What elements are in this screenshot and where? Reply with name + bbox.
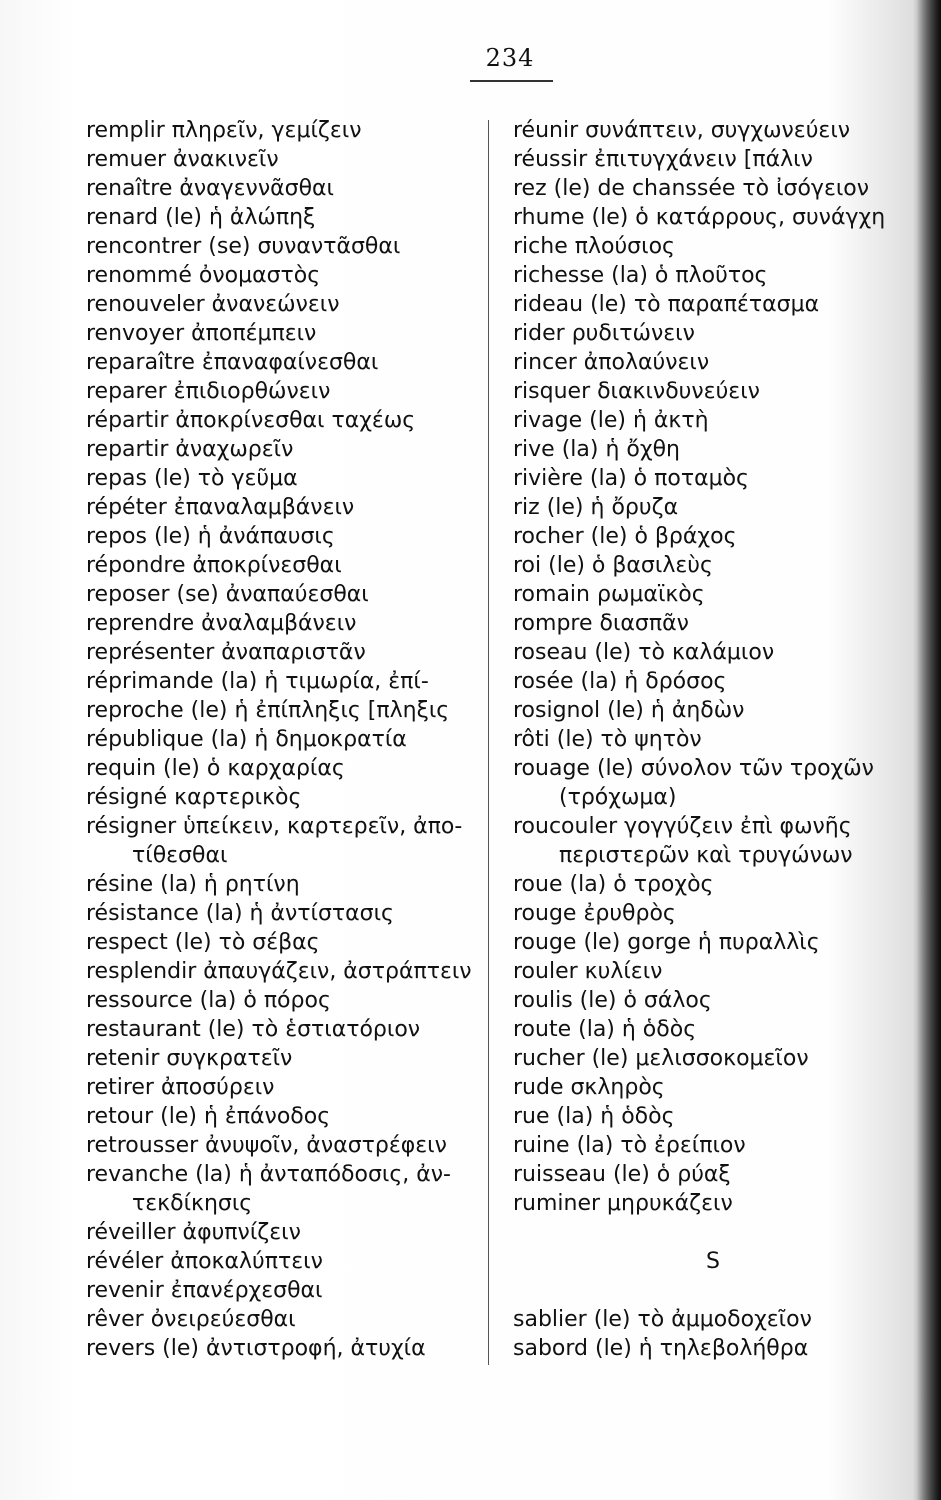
dictionary-entry <box>86 638 484 667</box>
dictionary-entry <box>513 812 923 841</box>
entry-text: reprendre ἀναλαμβάνειν <box>86 611 357 636</box>
dictionary-entry <box>86 667 484 696</box>
dictionary-entry <box>513 261 923 290</box>
dictionary-entry <box>513 174 923 203</box>
section-letter-heading: S <box>706 1249 720 1274</box>
entry-text: rez (le) de chanssée τὸ ἰσόγειον <box>513 176 870 201</box>
dictionary-entry <box>86 261 484 290</box>
entry-text: reparer ἐπιδιορθώνειν <box>86 379 331 404</box>
dictionary-entry <box>513 1102 923 1131</box>
entry-text: remplir πληρεῖν, γεμίζειν <box>86 118 362 143</box>
dictionary-entry <box>86 1015 484 1044</box>
entry-text: ruine (la) τὸ ἐρείπιον <box>513 1133 746 1158</box>
entry-text: rue (la) ἡ ὁδὸς <box>513 1104 675 1129</box>
dictionary-entry <box>86 1160 484 1189</box>
entry-text: respect (le) τὸ σέβας <box>86 930 320 955</box>
entry-text: rucher (le) μελισσοκομεῖον <box>513 1046 809 1071</box>
dictionary-entry <box>86 232 484 261</box>
dictionary-entry <box>513 406 923 435</box>
entry-text: roulis (le) ὁ σάλος <box>513 988 712 1013</box>
entry-text: retenir συγκρατεῖν <box>86 1046 293 1071</box>
dictionary-entry <box>513 116 923 145</box>
entry-text: rouge (le) gorge ἡ πυραλλὶς <box>513 930 820 955</box>
entry-continuation <box>86 841 484 870</box>
entry-text: rivière (la) ὁ ποταμὸς <box>513 466 749 491</box>
entry-text: rive (la) ἡ ὄχθη <box>513 437 680 462</box>
entry-text: rouler κυλίειν <box>513 959 663 984</box>
dictionary-entry <box>86 957 484 986</box>
entry-text: retour (le) ἡ ἐπάνοδος <box>86 1104 331 1129</box>
dictionary-entry <box>513 348 923 377</box>
entry-text: retirer ἀποσύρειν <box>86 1075 275 1100</box>
entry-text: revers (le) ἀντιστροφή, ἀτυχία <box>86 1336 426 1361</box>
dictionary-entry <box>86 348 484 377</box>
entry-text: restaurant (le) τὸ ἑστιατόριον <box>86 1017 421 1042</box>
entry-text: roseau (le) τὸ καλάμιον <box>513 640 775 665</box>
dictionary-entry <box>86 116 484 145</box>
dictionary-entry <box>86 986 484 1015</box>
entry-text: résigner ὑπείκειν, καρτερεῖν, ἀπο- <box>86 814 463 839</box>
entry-continuation <box>513 783 923 812</box>
dictionary-entry <box>513 1131 923 1160</box>
entry-text: répondre ἀποκρίνεσθαι <box>86 553 342 578</box>
entry-text: représenter ἀναπαριστᾶν <box>86 640 366 665</box>
entry-text: repas (le) τὸ γεῦμα <box>86 466 298 491</box>
dictionary-entry <box>86 1276 484 1305</box>
entry-text: revenir ἐπανέρχεσθαι <box>86 1278 323 1303</box>
entry-text: roue (la) ὁ τροχὸς <box>513 872 714 897</box>
entry-text: reparaître ἐπαναφαίνεσθαι <box>86 350 379 375</box>
dictionary-entry <box>86 696 484 725</box>
entry-text: renaître ἀναγεννᾶσθαι <box>86 176 334 201</box>
entry-text: reposer (se) ἀναπαύεσθαι <box>86 582 369 607</box>
entry-text: (τρόχωμα) <box>559 785 677 810</box>
entry-text: rhume (le) ὁ κατάρρους, συνάγχη <box>513 205 886 230</box>
dictionary-entry <box>86 203 484 232</box>
left-column <box>86 116 484 1363</box>
entry-text: roi (le) ὁ βασιλεὺς <box>513 553 713 578</box>
dictionary-entry <box>86 609 484 638</box>
dictionary-entry <box>513 870 923 899</box>
entry-text: rencontrer (se) συναντᾶσθαι <box>86 234 401 259</box>
entry-text: repos (le) ἡ ἀνάπαυσις <box>86 524 335 549</box>
entry-text: répéter ἐπαναλαμβάνειν <box>86 495 355 520</box>
entry-text: renvoyer ἀποπέμπειν <box>86 321 317 346</box>
entry-text: riz (le) ἡ ὄρυζα <box>513 495 679 520</box>
entry-text: renard (le) ἡ ἀλώπηξ <box>86 205 316 230</box>
dictionary-entry <box>513 725 923 754</box>
entry-text: rosignol (le) ἡ ἀηδὼν <box>513 698 745 723</box>
entry-text: romain ρωμαϊκὸς <box>513 582 705 607</box>
dictionary-entry <box>513 522 923 551</box>
dictionary-entry <box>86 754 484 783</box>
entry-text: réveiller ἀφυπνίζειν <box>86 1220 301 1245</box>
entry-text: richesse (la) ὁ πλοῦτος <box>513 263 768 288</box>
dictionary-entry <box>513 290 923 319</box>
dictionary-entry <box>86 435 484 464</box>
dictionary-entry <box>86 783 484 812</box>
dictionary-entry <box>86 1044 484 1073</box>
dictionary-entry <box>513 899 923 928</box>
entry-text: réunir συνάπτειν, συγχωνεύειν <box>513 118 851 143</box>
dictionary-entry <box>86 551 484 580</box>
dictionary-entry <box>513 609 923 638</box>
dictionary-entry <box>86 1334 484 1363</box>
dictionary-entry <box>513 638 923 667</box>
dictionary-entry <box>86 1305 484 1334</box>
dictionary-entry <box>86 406 484 435</box>
entry-text: route (la) ἡ ὁδὸς <box>513 1017 697 1042</box>
entry-text: rêver ὀνειρεύεσθαι <box>86 1307 296 1332</box>
entry-text: rideau (le) τὸ παραπέτασμα <box>513 292 820 317</box>
entry-text: repartir ἀναχωρεῖν <box>86 437 294 462</box>
entry-continuation <box>513 841 923 870</box>
dictionary-entry <box>513 754 923 783</box>
entry-text: requin (le) ὁ καρχαρίας <box>86 756 345 781</box>
dictionary-entry <box>513 493 923 522</box>
entry-text: révéler ἀποκαλύπτειν <box>86 1249 323 1274</box>
dictionary-entry <box>513 464 923 493</box>
entry-text: rocher (le) ὁ βράχος <box>513 524 737 549</box>
dictionary-entry <box>86 725 484 754</box>
entry-text: τίθεσθαι <box>132 843 228 868</box>
entry-text: ruisseau (le) ὁ ρύαξ <box>513 1162 731 1187</box>
dictionary-entry <box>86 899 484 928</box>
dictionary-entry <box>513 145 923 174</box>
dictionary-entry <box>513 377 923 406</box>
dictionary-entry <box>513 580 923 609</box>
entry-continuation <box>86 1189 484 1218</box>
dictionary-entry <box>513 232 923 261</box>
dictionary-entry <box>513 928 923 957</box>
entry-text: résistance (la) ἡ ἀντίστασις <box>86 901 394 926</box>
entry-text: retrousser ἀνυψοῖν, ἀναστρέφειν <box>86 1133 447 1158</box>
entry-text: résine (la) ἡ ρητίνη <box>86 872 300 897</box>
dictionary-entry <box>513 551 923 580</box>
entry-text: ressource (la) ὁ πόρος <box>86 988 331 1013</box>
dictionary-entry <box>86 870 484 899</box>
entry-text: renommé ὀνομαστὸς <box>86 263 321 288</box>
dictionary-entry <box>86 174 484 203</box>
dictionary-entry <box>513 1015 923 1044</box>
dictionary-entry <box>513 1044 923 1073</box>
dictionary-entry <box>86 145 484 174</box>
entry-text: rider ρυδιτώνειν <box>513 321 695 346</box>
entry-text: résigné καρτερικὸς <box>86 785 302 810</box>
dictionary-entry <box>86 319 484 348</box>
dictionary-entry <box>86 1131 484 1160</box>
entry-text: rompre διασπᾶν <box>513 611 689 636</box>
dictionary-entry <box>513 667 923 696</box>
entry-text: revanche (la) ἡ ἀνταπόδοσις, ἀν- <box>86 1162 451 1187</box>
entry-text: république (la) ἡ δημοκρατία <box>86 727 407 752</box>
section-s-entries <box>513 1305 923 1363</box>
dictionary-entry <box>86 522 484 551</box>
dictionary-entry <box>86 1102 484 1131</box>
entry-text: renouveler ἀνανεώνειν <box>86 292 340 317</box>
dictionary-entry <box>86 377 484 406</box>
entry-text: rivage (le) ἡ ἀκτὴ <box>513 408 709 433</box>
dictionary-entry <box>513 1189 923 1218</box>
dictionary-entry <box>513 1160 923 1189</box>
section-r-entries <box>513 116 923 1218</box>
dictionary-entry <box>86 580 484 609</box>
entry-text: sablier (le) τὸ ἀμμοδοχεῖον <box>513 1307 812 1332</box>
dictionary-entry <box>513 435 923 464</box>
entry-text: ruminer μηρυκάζειν <box>513 1191 733 1216</box>
dictionary-entry <box>513 1305 923 1334</box>
dictionary-entry <box>86 812 484 841</box>
entry-text: sabord (le) ἡ τηλεβολήθρα <box>513 1336 809 1361</box>
entry-text: remuer ἀνακινεῖν <box>86 147 279 172</box>
entry-text: réprimande (la) ἡ τιμωρία, ἐπί- <box>86 669 429 694</box>
entry-text: περιστερῶν καὶ τρυγώνων <box>559 843 853 868</box>
page-number: 234 <box>485 44 535 72</box>
entry-text: riche πλούσιος <box>513 234 675 259</box>
entry-text: reproche (le) ἡ ἐπίπληξις [πληξις <box>86 698 450 723</box>
entry-text: répartir ἀποκρίνεσθαι ταχέως <box>86 408 416 433</box>
dictionary-entry <box>86 290 484 319</box>
dictionary-entry <box>513 696 923 725</box>
entry-text: roucouler γογγύζειν ἐπὶ φωνῆς <box>513 814 852 839</box>
entry-text: rosée (la) ἡ δρόσος <box>513 669 727 694</box>
dictionary-entry <box>86 1218 484 1247</box>
dictionary-entry <box>86 1247 484 1276</box>
page-binding-shadow <box>917 0 941 1500</box>
dictionary-entry <box>86 464 484 493</box>
entry-text: rôti (le) τὸ ψητὸν <box>513 727 702 752</box>
entry-text: resplendir ἀπαυγάζειν, ἀστράπτειν <box>86 959 472 984</box>
entry-text: rouge ἐρυθρὸς <box>513 901 676 926</box>
entry-text: rincer ἀπολαύνειν <box>513 350 710 375</box>
column-divider <box>488 120 489 1365</box>
entry-text: rouage (le) σύνολον τῶν τροχῶν <box>513 756 874 781</box>
entry-text: risquer διακινδυνεύειν <box>513 379 760 404</box>
entry-text: τεκδίκησις <box>132 1191 253 1216</box>
dictionary-entry <box>513 986 923 1015</box>
right-column <box>513 116 923 1363</box>
dictionary-entry <box>513 203 923 232</box>
dictionary-entry <box>513 319 923 348</box>
entry-text: réussir ἐπιτυγχάνειν [πάλιν <box>513 147 813 172</box>
dictionary-entry <box>86 493 484 522</box>
dictionary-entry <box>86 1073 484 1102</box>
dictionary-entry <box>86 928 484 957</box>
entry-text: rude σκληρὸς <box>513 1075 665 1100</box>
page-number-rule <box>470 80 553 82</box>
dictionary-entry <box>513 957 923 986</box>
dictionary-entry <box>513 1073 923 1102</box>
dictionary-entry <box>513 1334 923 1363</box>
